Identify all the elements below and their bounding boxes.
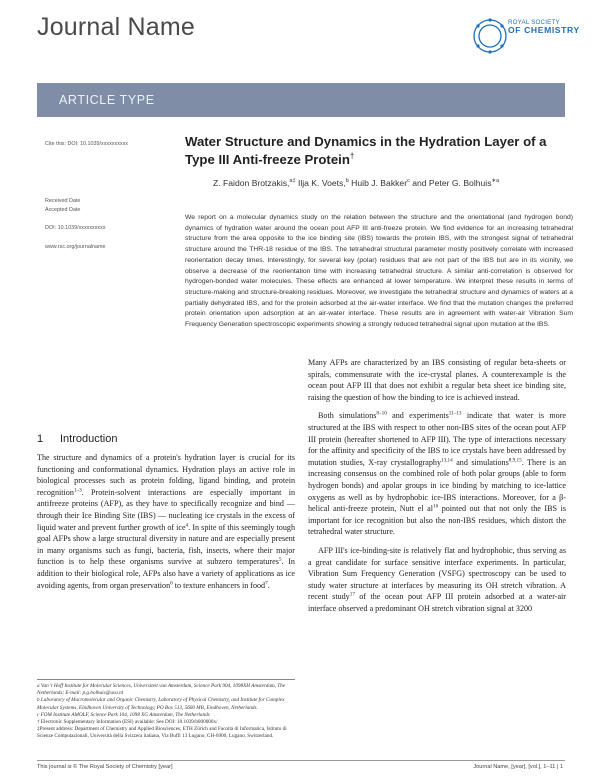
citation: 5 [278,556,282,563]
citation: 1–3 [73,487,82,494]
title-text: Water Structure and Dynamics in the Hydration Layer of a Type III Anti-freeze Protein [185,134,547,167]
text: . Protein-solvent interactions are especially important in antifreeze proteins (AFP), as they have to specifically recognize and bind — through their Ice Binding Site (IBS) — nucleating ice crystals in the excess of liquid water and prevent further growth of ice [37,487,295,532]
text: . [267,580,270,590]
article-type-label: ARTICLE TYPE [59,93,155,107]
paragraph [308,410,566,538]
text: and simulations [452,457,509,467]
section-heading [37,433,117,445]
text: to texture enhancers in food [172,580,266,590]
abstract: We report on a molecular dynamics study on the relation between the structure and the orientational (and hydrogen bond) dynamics of hydration water around the ocean pout AFP III anti-freeze protein. We find evidence for an increasing tetrahedral structure from the area opposite to the ice binding site (IBS) towards the protein IBS, with the strongest signal of tetrahedral structure around the THR-18 residue of the IBS. The tetrahedral structural parameter mostly positively correlate with increased reorientation decay times. Interestingly, for several key (polar) residues that are not part of the IBS but are in its vicinity, we observe a decrease of the reorientation time with increasing tetrahedral structure. A similar anti-correlation is observed for hydrogen-bonded water molecules. These effects are enhanced at lower temperature. We interpret these results in terms of structure-making and structure-breaking residues. Moreover, we investigate the tetrahedral structure and dynamics of waters at a partially dehydrated IBS, and for the protein adsorbed at the air-water interface. We find that the mutation changes the preferred protein orientation upon adsorption at an air-water interface. These results are in agreement with water-air Vibration Sum Frequency Generation spectroscopic experiments showing a strongly reduced tetrahedral signal upon mutation at the IBS. [185,214,573,329]
journal-website-link[interactable]: www.rsc.org/journalname [45,244,106,250]
citation: 8,9,15 [508,457,522,464]
footnote-present-address: ‡Present address: Department of Chemistry and Applied Biosciences, ETH Zürich and Facoltà di Informatica, Istituto di Scienze Computazionali, Università della Svizzera italiana, Via Buffi 13 Lugano, CH-6900, Lugano, Switzerland. [37,726,287,740]
paragraph [308,545,566,615]
author-list [213,178,573,188]
text: indicate that water is more structured at the IBS with respect to other non-IBS sites of the ocean pout AFP III protein (hereafter shortened to AFP III). The type of interactions necessary for the affinity and specificity of the IBS to ice crystals have been addressed by mutation studies, X-ray crystallography [308,411,567,467]
author-name: Z. Faidon Brotzakis, [213,178,290,188]
footnote-esi: † Electronic Supplementary Information (ESI) available: See DOI: 10.1039/b000000x/ [37,719,218,726]
footnote-affiliation-b: b Laboratory of Macromolecular and Organic Chemistry, Laboratory of Physical Chemistry, and Institute for Complex Molecular Systems, Eindhoven University of Technology, PO Box 513, 5600 MB, Eindhoven, Netherlands. [37,697,285,711]
footnote-divider [37,679,295,680]
footnote-affiliation-a: a Van 't Hoff Institute for Molecular Sciences, Universiteit van Amsterdam, Science Park 904, 1098XH Amsterdam, The Netherlands; E-mail: p.g.bolhuis@uva.nl [37,683,286,697]
citation: 13,14 [441,457,453,464]
cite-this: Cite this: DOI: 10.1039/xxxxxxxxxx [45,141,128,147]
citation: 11–13 [448,410,462,417]
paragraph [37,452,295,591]
citation: 7 [265,579,268,586]
text: The structure and dynamics of a protein's hydration layer is crucial for its functioning and conformational dynamics. Hydration plays an active role in biological processes such as protein folding, ligand binding, and protein recognition [37,453,295,497]
text: AFP III's ice-binding-site is relatively flat and hydrophobic, thus serving as a great candidate for surface sensitive interface experiments. In particular, Vibration Sum Frequency Generation (VSFG) spectroscopy can be used to study water structure at interfaces by measuring its OH stretch vibration. A recent study [308,545,566,602]
title-footnote-mark: † [349,151,355,161]
author-name: and Peter G. Bolhuis [412,178,492,188]
received-date: Received Date [45,198,81,204]
footnote-affiliation-c: c FOM Institute AMOLF, Science Park 104, 1098 XG Amsterdam, The Netherlands [37,711,210,718]
journal-name: Journal Name [37,13,196,41]
author-affiliation: ∗a [491,178,500,185]
text: and experiments [386,411,449,421]
doi: DOI: 10.1039/xxxxxxxxxx [45,225,106,231]
section-number: 1 [37,433,44,445]
text: . There is an increasing consensus on the combined role of both polar groups (able to form hydrogen bonds) and apolar groups in ice binding by matching to ice-lattice oxygens as well as by hydrophobic ice-IBS interactions. Moreover, for a β-helical anti-freeze protein, Nutt el al [308,457,567,514]
citation: 6 [170,579,173,586]
accepted-date: Accepted Date [45,207,81,213]
author-affiliation: c [407,178,410,185]
text: . In spite of this seemingly tough goal AFPs show a large structural diversity in nature and are especially present in many organisms such as fungi, bacteria, fish, insects, where their major function is to help these organisms survive at subzero temperatures [37,522,295,567]
citation: 16 [432,503,439,510]
text: pointed out that not only the IBS is important for ice recognition but also the non-IBS residues, which distort the tetrahedral water structure. [308,504,566,537]
author-affiliation: b [345,178,349,185]
left-column [37,452,295,598]
article-title [185,133,575,169]
footer-page-info: Journal Name, [year], [vol.], 1–11 | 1 [473,764,563,770]
article-type-bar [37,83,565,117]
author-name: Ilja K. Voets, [297,178,346,188]
citation: 17 [349,591,355,598]
paragraph: Many AFPs are characterized by an IBS consisting of regular beta-sheets or spirals, commensurate with the ice-crystal planes. A counterexample is the ocean pout AFP III that does not exhibit a regular beta sheet ice binding site, raising the question of how the binding to ice is achieved instead. [308,358,566,402]
text: . In addition to their biological role, AFPs also have a variety of applications as ice avoiding agents, from organ preservation [37,557,295,590]
publisher-name [508,19,580,35]
footer-divider [37,760,565,761]
publisher-line1: ROYAL SOCIETY [508,19,560,26]
footnotes [37,683,295,741]
footer-copyright: This journal is © The Royal Society of Chemistry [year] [37,764,173,770]
section-title: Introduction [60,433,118,445]
text: Both simulations [318,411,377,421]
author-affiliation: a‡ [289,178,296,185]
text: of the ocean pout AFP III protein adsorbed at a water-air interface observed a predominant OH stretch vibration signal at 3200 [308,592,566,613]
author-name: Huib J. Bakker [351,178,408,188]
right-column [308,357,566,621]
citation: 4 [185,521,189,528]
citation: 8–10 [376,410,387,417]
publisher-line2: OF CHEMISTRY [508,24,580,35]
